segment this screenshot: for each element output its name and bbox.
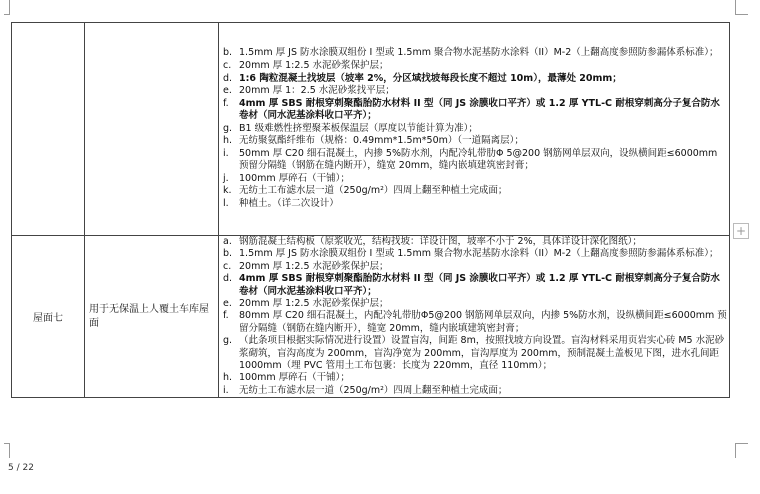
- item-letter: g .: [223, 335, 232, 347]
- construction-layer-item: [219, 261, 729, 273]
- construction-layer-item: [219, 372, 729, 384]
- item-text: 4mm 厚 SBS 耐根穿刺聚酯胎防水材料 II 型（同 JS 涂膜收口平齐）或 1.2 厚 YTL-C 耐根穿刺高分子复合防水卷材（同水泥基涂料收口平齐）；: [239, 273, 720, 297]
- table-row: [12, 23, 730, 236]
- item-letter: a .: [223, 236, 232, 248]
- page-corner-mark: [735, 0, 748, 15]
- roof-name-cell: 屋面七: [12, 236, 85, 398]
- construction-layer-item: [219, 60, 729, 73]
- item-letter: c .: [223, 60, 231, 73]
- item-letter: j .: [223, 173, 229, 186]
- item-text: B1 级难燃性挤塑聚苯板保温层（厚度以节能计算为准）；: [239, 122, 478, 134]
- construction-layer-item: [219, 298, 729, 310]
- roof-name-cell: [12, 23, 85, 236]
- item-text: 1.5mm 厚 JS 防水涂膜双组份 I 型或 1.5mm 聚合物水泥基防水涂料（II）M-2（上翻高度参照防参漏体系标准）；: [239, 47, 719, 59]
- roof-spec-table: [11, 22, 730, 398]
- construction-layer-list: [219, 47, 729, 210]
- page-corner-mark: [4, 0, 10, 15]
- item-text: 20mm 厚 1:2.5 水泥砂浆保护层；: [239, 298, 389, 310]
- construction-layer-item: [219, 198, 729, 211]
- item-text: 钢筋混凝土结构板（原浆收光，结构找坡：详设计图，坡率不小于 2%，具体详设计深化图纸）；: [239, 236, 642, 247]
- item-text: 80mm 厚 C20 细石混凝土，内配冷轧带肋Φ5@200 钢筋网单层双向，内掺 5%防水剂，设纵横间距≤6000mm 预留分隔缝（钢筋在缝内断开），缝宽 20mm，缝内嵌填建筑密封膏；: [239, 310, 727, 334]
- construction-layers-cell: [219, 23, 730, 236]
- construction-layer-item: [219, 135, 729, 148]
- item-text: 种植土。（详二次设计）: [239, 198, 339, 209]
- page-number: 5 / 22: [8, 463, 34, 473]
- construction-layer-item: [219, 273, 729, 298]
- item-text: 无纺土工布滤水层一道（250g/m²）四周上翻至种植土完成面；: [239, 185, 508, 197]
- roof-usage-cell: [85, 23, 219, 236]
- table-row: [12, 236, 730, 398]
- item-text: 20mm 厚 1：2.5 水泥砂浆找平层；: [239, 85, 395, 97]
- construction-layer-item: [219, 85, 729, 98]
- construction-layer-item: [219, 47, 729, 60]
- item-letter: f .: [223, 98, 229, 111]
- roof-usage-cell: 用于无保温上人覆土车库屋面: [85, 236, 219, 398]
- item-letter: d .: [223, 273, 232, 285]
- construction-layer-item: [219, 248, 729, 260]
- item-text: 无纺聚氨酯纤维布（规格：0.49mm*1.5m*50m）（一道隔离层）；: [239, 135, 524, 147]
- construction-layer-item: [219, 173, 729, 186]
- add-row-button[interactable]: +: [733, 223, 749, 239]
- item-letter: c .: [223, 261, 231, 273]
- construction-layer-item: [219, 148, 729, 173]
- construction-layer-item: [219, 73, 729, 86]
- item-letter: i .: [223, 148, 229, 161]
- item-letter: b .: [223, 47, 232, 60]
- page-corner-mark: [4, 443, 10, 458]
- construction-layer-item: [219, 310, 729, 335]
- item-letter: b .: [223, 248, 232, 260]
- construction-layer-item: [219, 385, 729, 397]
- construction-layer-item: [219, 123, 729, 136]
- construction-layers-cell: [219, 236, 730, 398]
- item-text: 4mm 厚 SBS 耐根穿刺聚酯胎防水材料 II 型（同 JS 涂膜收口平齐）或 1.2 厚 YTL-C 耐根穿刺高分子复合防水卷材（同水泥基涂料收口平齐）；: [239, 97, 720, 122]
- item-text: 20mm 厚 1:2.5 水泥砂浆保护层；: [239, 59, 389, 71]
- item-letter: i .: [223, 385, 229, 397]
- item-text: 1.5mm 厚 JS 防水涂膜双组份 I 型或 1.5mm 聚合物水泥基防水涂料（II）M-2（上翻高度参照防参漏体系标准）；: [239, 248, 719, 260]
- item-letter: h .: [223, 135, 232, 148]
- item-text: 1:6 陶粒混凝土找坡层（坡率 2%，分区域找坡每段长度不超过 10m），最薄处 20mm；: [239, 72, 622, 84]
- item-text: 100mm 厚碎石（干铺）；: [239, 372, 350, 384]
- item-text: （此条项目根据实际情况进行设置）设置盲沟，间距 8m，按照找坡方向设置。盲沟材料采用页岩实心砖 M5 水泥砂浆砌筑，盲沟高度为 200mm，盲沟净宽为 200mm，盲沟厚度为 200mm，预制混凝土盖板见下图，进水孔间距 1000mm（埋 PVC 管用土工布包裹：长度为 220mm，直径 110mm）；: [239, 335, 725, 372]
- construction-layer-item: [219, 185, 729, 198]
- construction-layer-list: [219, 236, 729, 397]
- item-letter: g .: [223, 123, 232, 136]
- item-letter: h .: [223, 372, 232, 384]
- item-letter: l .: [223, 198, 229, 211]
- item-text: 100mm 厚碎石（干铺）；: [239, 172, 350, 184]
- construction-layer-item: [219, 98, 729, 123]
- item-letter: e .: [223, 85, 232, 98]
- item-text: 无纺土工布滤水层一道（250g/m²）四周上翻至种植土完成面；: [239, 384, 508, 396]
- construction-layer-item: [219, 236, 729, 248]
- item-text: 20mm 厚 1:2.5 水泥砂浆保护层；: [239, 260, 389, 272]
- construction-layer-item: [219, 335, 729, 372]
- item-text: 50mm 厚 C20 细石混凝土，内掺 5%防水剂，内配冷轧带肋Φ 5@200 钢筋网单层双向，设纵横间距≤6000mm 预留分隔缝（钢筋在缝内断开），缝宽 20mm，缝内嵌填建筑密封膏；: [239, 147, 718, 172]
- page-corner-mark: [735, 443, 748, 458]
- item-letter: k .: [223, 185, 232, 198]
- item-letter: d .: [223, 73, 232, 86]
- item-letter: e .: [223, 298, 232, 310]
- item-letter: f .: [223, 310, 229, 322]
